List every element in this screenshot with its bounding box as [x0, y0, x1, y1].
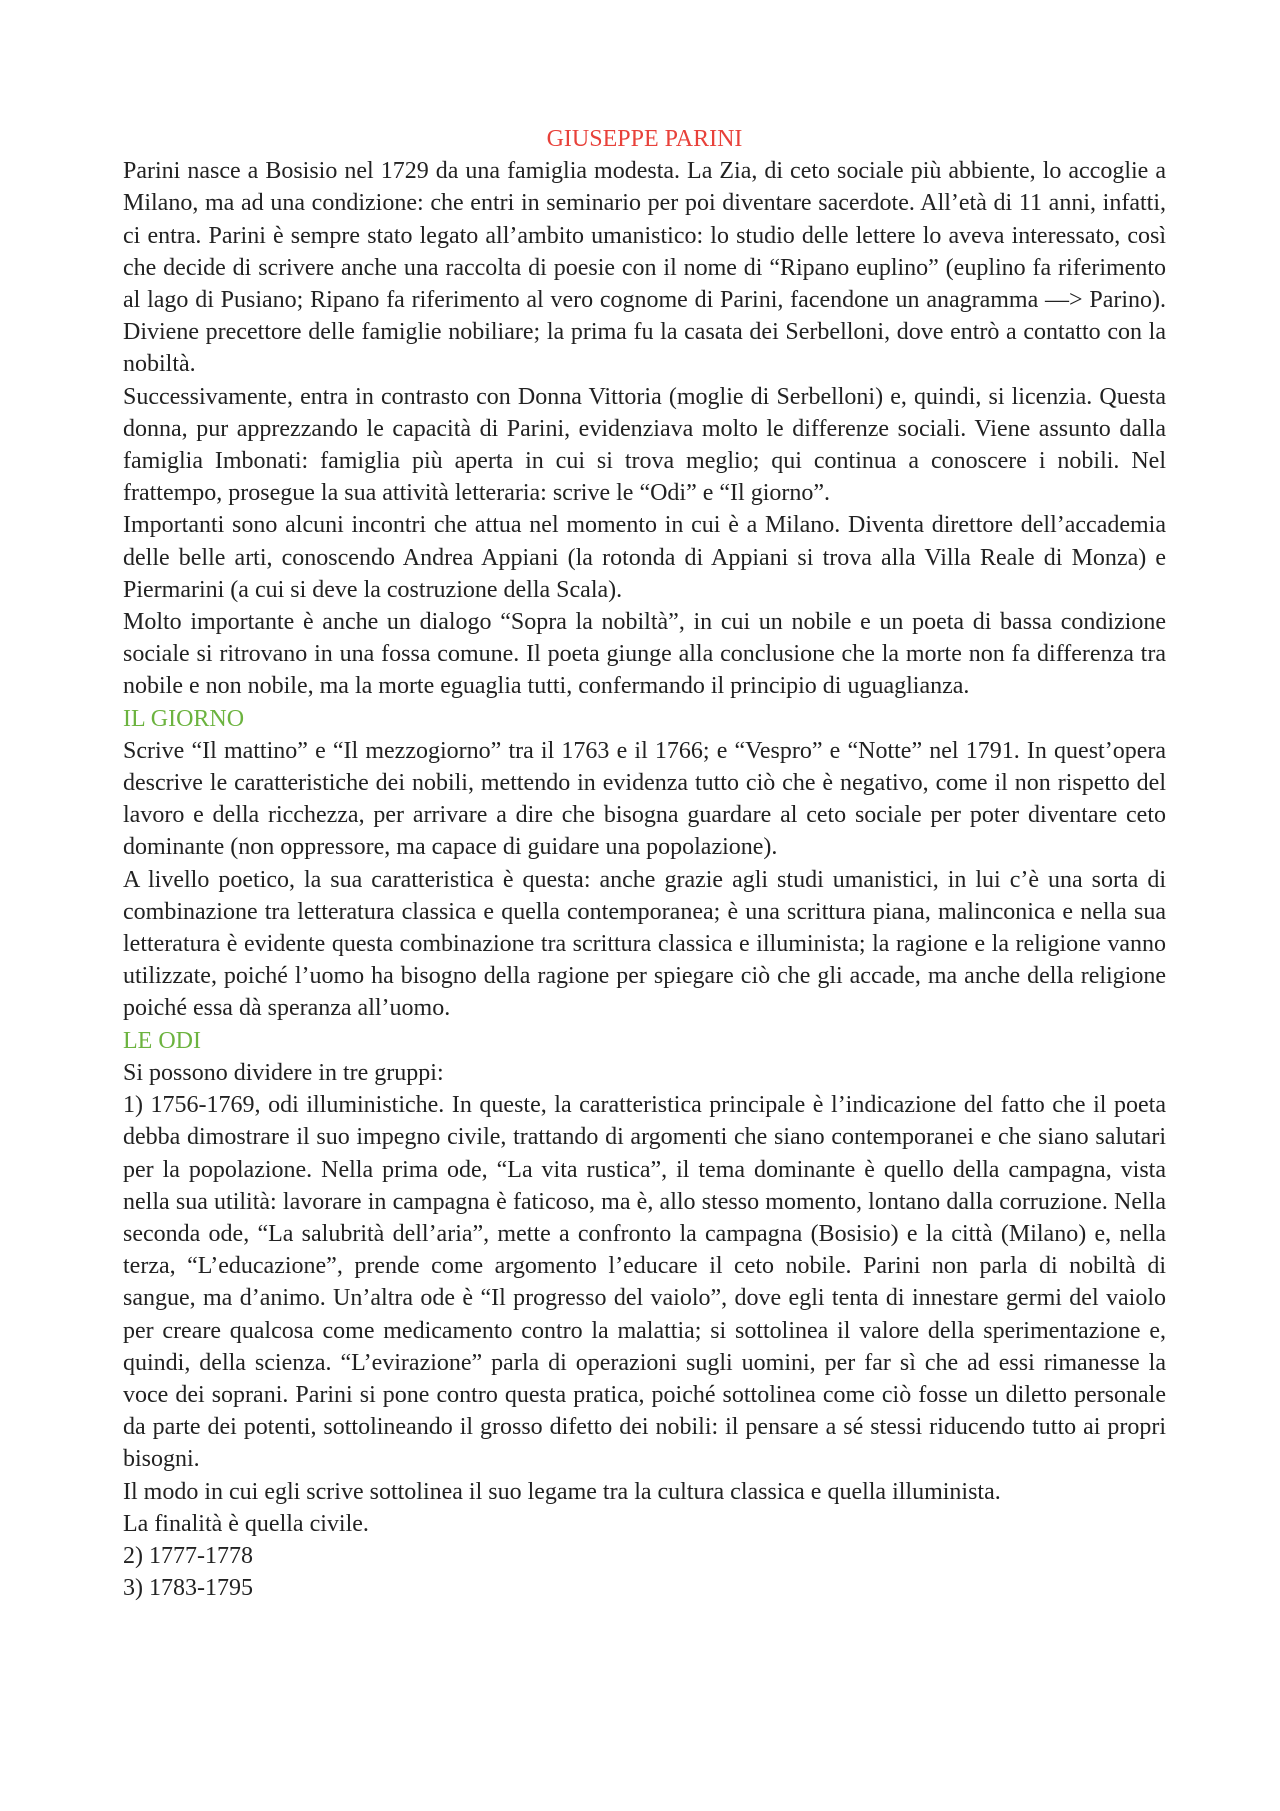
odi-group-2: 2) 1777-1778 [123, 1542, 253, 1569]
intro-paragraph-3: Importanti sono alcuni incontri che attua nel momento in cui è a Milano. Diventa direttore dell’accademia delle belle arti, conoscendo Andrea Appiani (la rotonda di Appiani si trova alla Villa Reale di Monza) e Piermarini (a cui si deve la costruzione della Scala). [123, 512, 1166, 603]
document-page [123, 123, 1166, 1604]
odi-group-1: 1) 1756-1769, odi illuministiche. In queste, la caratteristica principale è l’indicazione del fatto che il poeta debba dimostrare il suo impegno civile, trattando di argomenti che siano contemporanei e che siano salutari per la popolazione. Nella prima ode, “La vita rustica”, il tema dominante è quello della campagna, vista nella sua utilità: lavorare in campagna è faticoso, ma è, allo stesso momento, lontano dalla corruzione. Nella seconda ode, “La salubrità dell’aria”, mette a confronto la campagna (Bosisio) e la città (Milano) e, nella terza, “L’educazione”, prende come argomento l’educare il ceto nobile. Parini non parla di nobiltà di sangue, ma d’animo. Un’altra ode è “Il progresso del vaiolo”, dove egli tenta di innestare germi del vaiolo per creare qualcosa come medicamento contro la malattia; si sottolinea il valore della sperimentazione e, quindi, della scienza. “L’evirazione” parla di operazioni sugli uomini, per far sì che ad essi rimanesse la voce dei soprani. Parini si pone contro questa pratica, poiché sottolinea come ciò fosse un diletto personale da parte dei potenti, sottolineando il grosso difetto dei nobili: il pensare a sé stessi riducendo tutto ai propri bisogni. [123, 1092, 1166, 1473]
intro-paragraph-1: Parini nasce a Bosisio nel 1729 da una famiglia modesta. La Zia, di ceto sociale più abbiente, lo accoglie a Milano, ma ad una condizione: che entri in seminario per poi diventare sacerdote. All’età di 11 anni, infatti, ci entra. Parini è sempre stato legato all’ambito umanistico: lo studio delle lettere lo aveva interessato, così che decide di scrivere anche una raccolta di poesie con il nome di “Ripano euplino” (euplino fa riferimento al lago di Pusiano; Ripano fa riferimento al vero cognome di Parini, facendone un anagramma —> Parino). Diviene precettore delle famiglie nobiliare; la prima fu la casata dei Serbelloni, dove entrò a contatto con la nobiltà. [123, 158, 1166, 378]
intro-paragraph-4: Molto importante è anche un dialogo “Sopra la nobiltà”, in cui un nobile e un poeta di bassa condizione sociale si ritrovano in una fossa comune. Il poeta giunge alla conclusione che la morte non fa differenza tra nobile e non nobile, ma la morte eguaglia tutti, confermando il principio di uguaglianza. [123, 609, 1166, 700]
odi-group-3: 3) 1783-1795 [123, 1575, 253, 1602]
document-title: GIUSEPPE PARINI [546, 126, 743, 152]
section-heading-il-giorno: IL GIORNO [123, 705, 245, 732]
intro-paragraph-2: Successivamente, entra in contrasto con Donna Vittoria (moglie di Serbelloni) e, quindi, si licenzia. Questa donna, pur apprezzando le capacità di Parini, evidenziava molto le differenze sociali. Viene assunto dalla famiglia Imbonati: famiglia più aperta in cui si trova meglio; qui continua a conoscere i nobili. Nel frattempo, prosegue la sua attività letteraria: scrive le “Odi” e “Il giorno”. [123, 383, 1166, 507]
section-heading-le-odi: LE ODI [123, 1027, 201, 1054]
odi-style-note: Il modo in cui egli scrive sottolinea il suo legame tra la cultura classica e quella illuminista. [123, 1478, 1001, 1505]
giorno-paragraph-1: Scrive “Il mattino” e “Il mezzogiorno” tra il 1763 e il 1766; e “Vespro” e “Notte” nel 1791. In quest’opera descrive le caratteristiche dei nobili, mettendo in evidenza tutto ciò che è negativo, come il non rispetto del lavoro e della ricchezza, per arrivare a dire che bisogna guardare al ceto sociale per poter diventare ceto dominante (non oppressore, ma capace di guidare una popolazione). [123, 737, 1166, 861]
giorno-paragraph-2: A livello poetico, la sua caratteristica è questa: anche grazie agli studi umanistici, in lui c’è una sorta di combinazione tra letteratura classica e quella contemporanea; è una scrittura piana, malinconica e nella sua letteratura è evidente questa combinazione tra scrittura classica e illuminista; la ragione e la religione vanno utilizzate, poiché l’uomo ha bisogno della ragione per spiegare ciò che gli accade, ma anche della religione poiché essa dà speranza all’uomo. [123, 866, 1166, 1022]
odi-intro: Si possono dividere in tre gruppi: [123, 1059, 444, 1086]
odi-purpose-note: La finalità è quella civile. [123, 1510, 369, 1537]
